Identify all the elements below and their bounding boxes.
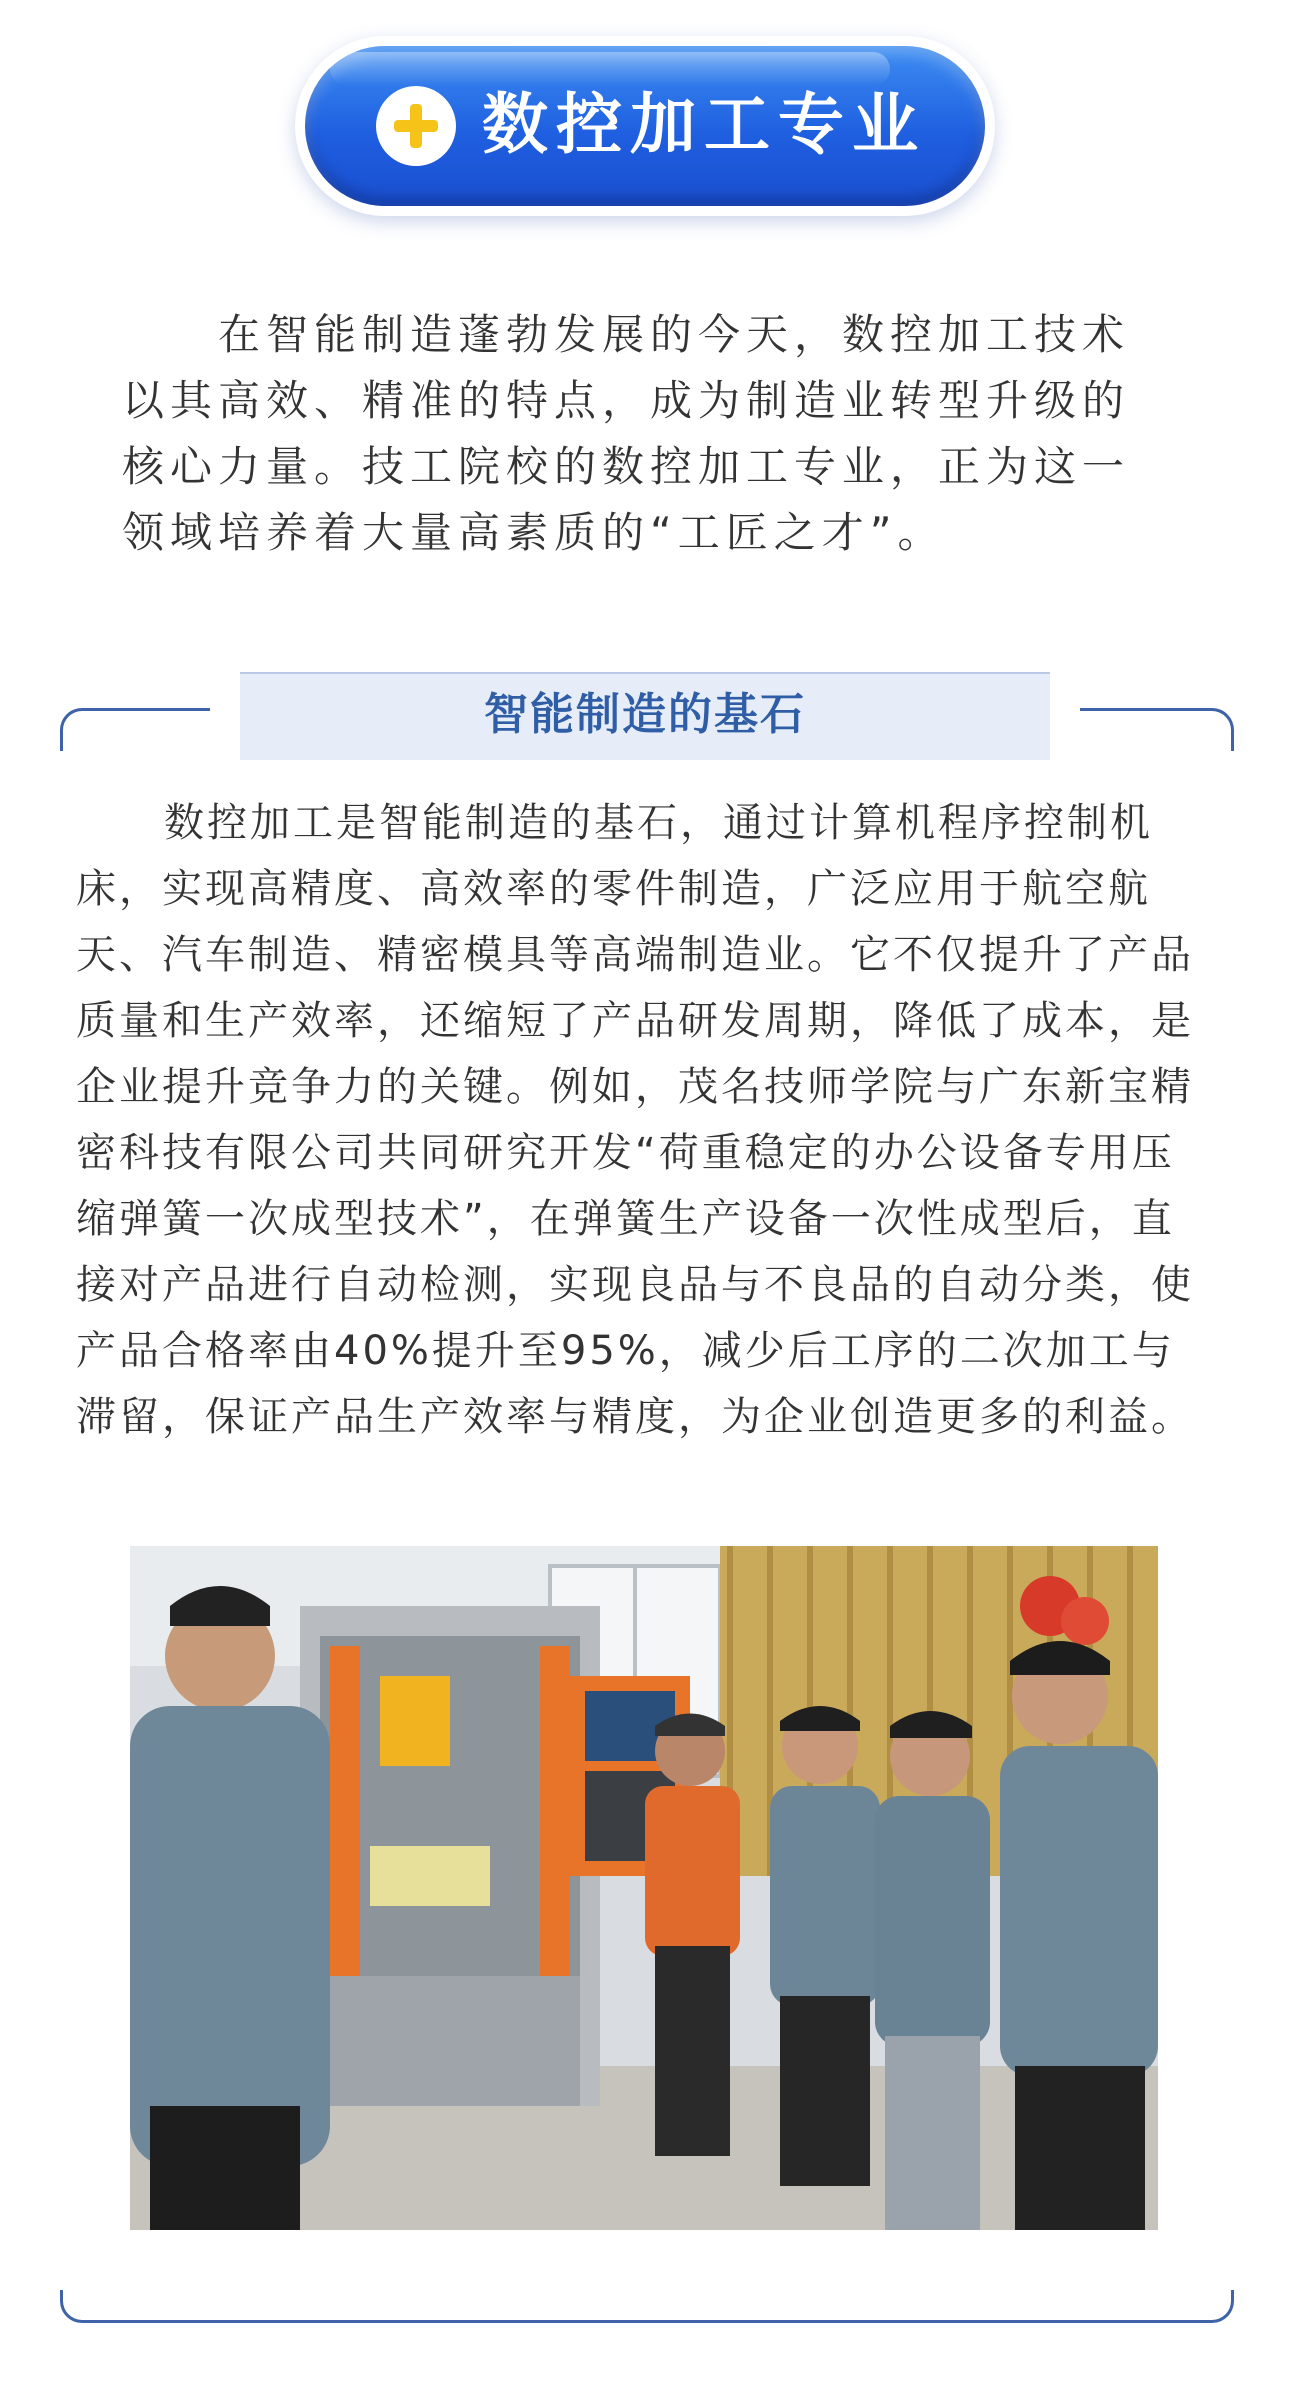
intro-paragraph: 在智能制造蓬勃发展的今天，数控加工技术以其高效、精准的特点，成为制造业转型升级的核心力量。技工院校的数控加工专业，正为这一领域培养着大量高素质的“工匠之才”。 xyxy=(122,310,1131,557)
page-title: 数控加工专业 xyxy=(482,86,926,163)
plus-icon xyxy=(376,86,456,166)
workshop-photo xyxy=(130,1546,1158,2230)
section-body: 数控加工是智能制造的基石，通过计算机程序控制机床，实现高精度、高效率的零件制造，广泛应用于航空航天、汽车制造、精密模具等高端制造业。它不仅提升了产品质量和生产效率，还缩短了产品研发周期，降低了成本，是企业提升竞争力的关键。例如，茂名技师学院与广东新宝精密科技有限公司共同研究开发“荷重稳定的办公设备专用压缩弹簧一次成型技术”，在弹簧生产设备一次性成型后，直接对产品进行自动检测，实现良品与不良品的自动分类，使产品合格率由40%提升至95%，减少后工序的二次加工与滞留，保证产品生产效率与精度，为企业创造更多的利益。 xyxy=(76,800,1194,1440)
section-frame-bottom xyxy=(60,2290,1234,2323)
section-title: 智能制造的基石 xyxy=(484,689,806,740)
